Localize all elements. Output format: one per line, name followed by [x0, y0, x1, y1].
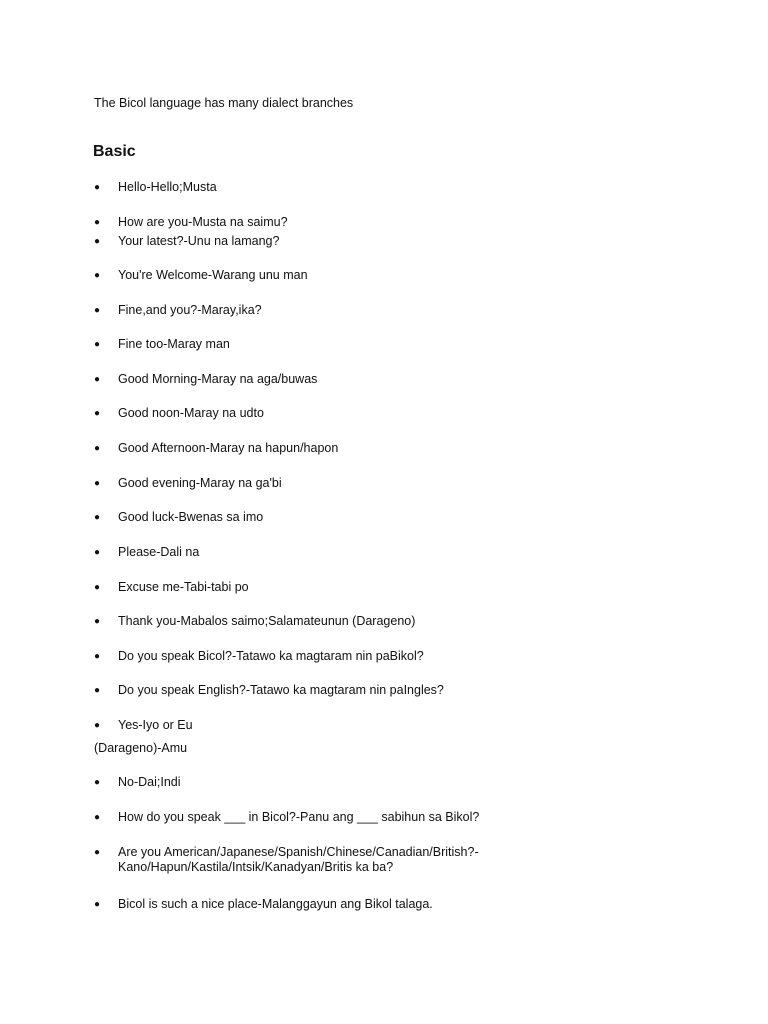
- list-item-text: Please-Dali na: [118, 545, 200, 559]
- list-item-text-continuation: Kano/Hapun/Kastila/Intsik/Kanadyan/Britis ka ba?: [118, 860, 394, 874]
- list-item-text: Excuse me-Tabi-tabi po: [118, 580, 249, 594]
- bullet-icon: ●: [94, 512, 101, 523]
- list-item: [94, 510, 734, 525]
- continuation-text: (Darageno)-Amu: [94, 741, 188, 755]
- list-item: [94, 810, 734, 825]
- bullet-icon: ●: [94, 547, 101, 558]
- bullet-icon: ●: [94, 847, 101, 858]
- list-item-text: How are you-Musta na saimu?: [118, 215, 288, 229]
- intro-text: The Bicol language has many dialect branches: [94, 96, 354, 110]
- list-item-text: Do you speak Bicol?-Tatawo ka magtaram nin paBikol?: [118, 649, 424, 663]
- list-item: [94, 303, 734, 318]
- bullet-icon: ●: [94, 685, 101, 696]
- list-item-text: Thank you-Mabalos saimo;Salamateunun (Darageno): [118, 614, 416, 628]
- list-item: [94, 372, 734, 387]
- list-item-text: Are you American/Japanese/Spanish/Chinese/Canadian/British?-: [118, 845, 479, 859]
- list-item-text: Hello-Hello;Musta: [118, 180, 217, 194]
- bullet-icon: ●: [94, 339, 101, 350]
- bullet-icon: ●: [94, 899, 101, 910]
- list-item: [94, 268, 734, 283]
- list-item: [94, 441, 734, 456]
- list-item-text: Good noon-Maray na udto: [118, 406, 264, 420]
- list-item: [94, 545, 734, 560]
- list-item-text: Do you speak English?-Tatawo ka magtaram nin paIngles?: [118, 683, 444, 697]
- bullet-icon: ●: [94, 305, 101, 316]
- list-item-text: Fine,and you?-Maray,ika?: [118, 303, 262, 317]
- bullet-icon: ●: [94, 408, 101, 419]
- bullet-icon: ●: [94, 812, 101, 823]
- list-item-text: Good Morning-Maray na aga/buwas: [118, 372, 318, 386]
- list-item: [94, 337, 734, 352]
- list-item-text: Good luck-Bwenas sa imo: [118, 510, 264, 524]
- bullet-icon: ●: [94, 236, 101, 247]
- list-item: [94, 580, 734, 595]
- bullet-icon: ●: [94, 651, 101, 662]
- list-item: [94, 649, 734, 664]
- list-item: [94, 897, 734, 912]
- list-item: [94, 614, 734, 629]
- list-item: [94, 406, 734, 421]
- list-item-text: No-Dai;Indi: [118, 775, 181, 789]
- bullet-icon: ●: [94, 182, 101, 193]
- section-heading: Basic: [93, 143, 136, 160]
- list-item: [94, 845, 734, 875]
- bullet-icon: ●: [94, 478, 101, 489]
- list-item: [94, 683, 734, 698]
- list-item: [94, 718, 734, 733]
- list-item-text: Bicol is such a nice place-Malanggayun ang Bikol talaga.: [118, 897, 433, 911]
- list-item-text: Good Afternoon-Maray na hapun/hapon: [118, 441, 339, 455]
- list-item: [94, 215, 734, 230]
- list-item: [94, 775, 734, 790]
- bullet-icon: ●: [94, 582, 101, 593]
- bullet-icon: ●: [94, 443, 101, 454]
- list-item-text: How do you speak ___ in Bicol?-Panu ang ___ sabihun sa Bikol?: [118, 810, 480, 824]
- list-item: [94, 180, 734, 195]
- bullet-icon: ●: [94, 616, 101, 627]
- bullet-icon: ●: [94, 217, 101, 228]
- bullet-icon: ●: [94, 777, 101, 788]
- list-item-text: Your latest?-Unu na lamang?: [118, 234, 280, 248]
- list-item-text: Yes-Iyo or Eu: [118, 718, 193, 732]
- list-item-text: You're Welcome-Warang unu man: [118, 268, 308, 282]
- bullet-icon: ●: [94, 270, 101, 281]
- bullet-icon: ●: [94, 374, 101, 385]
- list-item-text: Fine too-Maray man: [118, 337, 230, 351]
- list-item: [94, 476, 734, 491]
- list-item-text: Good evening-Maray na ga'bi: [118, 476, 282, 490]
- bullet-icon: ●: [94, 720, 101, 731]
- list-item: [94, 234, 734, 249]
